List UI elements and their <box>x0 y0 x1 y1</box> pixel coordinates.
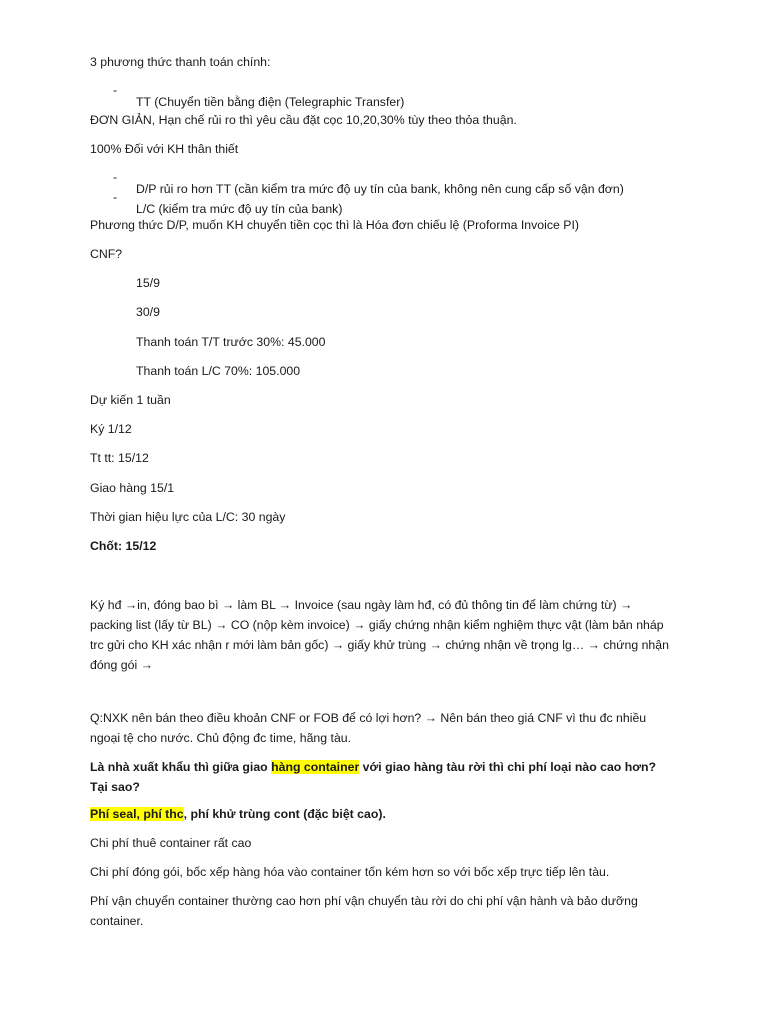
text-line: Phí vận chuyển container thường cao hơn phí vận chuyển tàu rời do chi phí vận hành và bảo dưỡng container. <box>90 894 638 928</box>
arrow-icon: → <box>429 638 442 652</box>
text-line: 100% Đối với KH thân thiết <box>90 142 239 156</box>
highlight: Phí seal, phí thc <box>90 807 184 821</box>
question-paragraph: Q:NXK nên bán theo điều khoản CNF or FOB để có lợi hơn? → Nên bán theo giá CNF vì thu đc nhiều ngoại tệ cho nước. Chủ động đc time, hãng tàu. <box>90 711 647 745</box>
bullet-item: L/C (kiểm tra mức độ uy tín của bank) <box>136 202 343 217</box>
text-line: Chi phí thuê container rất cao <box>90 836 252 850</box>
arrow-icon: → <box>215 618 228 632</box>
text-line: Dự kiến 1 tuần <box>90 393 171 407</box>
bold-question: Là nhà xuất khẩu thì giữa giao hàng container với giao hàng tàu rời thì chi phí loại nào cao hơn? Tại sao? <box>90 760 657 794</box>
arrow-icon: → <box>331 638 345 652</box>
bullet-marker: - <box>113 83 118 97</box>
indented-line: Thanh toán T/T trước 30%: 45.000 <box>136 335 326 349</box>
arrow-icon: → <box>587 638 600 652</box>
indented-line: 30/9 <box>136 305 160 319</box>
text-line: CNF? <box>90 247 123 261</box>
process-paragraph: Ký hđ →in, đóng bao bì → làm BL → Invoice (sau ngày làm hđ, có đủ thông tin để làm chứng từ) → packing list (lấy từ BL) → CO (nộp kèm invoice) → giấy chứng nhận kiểm nghiệm thực vật (làm bản nháp trc gửi cho KH xác nhận r mới làm bản gốc) → giấy khử trùng → chứng nhận về trọng lg… → chứng nhận đóng gói → <box>90 598 669 672</box>
highlight: hàng container <box>271 760 360 774</box>
text-line: 3 phương thức thanh toán chính: <box>90 55 271 69</box>
arrow-icon: → <box>620 598 633 612</box>
text-line: ĐƠN GIẢN, Hạn chế rủi ro thì yêu cầu đặt cọc 10,20,30% tùy theo thỏa thuận. <box>90 113 517 127</box>
bullet-item: TT (Chuyển tiền bằng điện (Telegraphic Transfer) <box>136 95 405 110</box>
bullet-item: D/P rủi ro hơn TT (cần kiểm tra mức độ uy tín của bank, không nên cung cấp số vận đơn) <box>136 182 624 197</box>
indented-line: Thanh toán L/C 70%: 105.000 <box>136 364 301 378</box>
text-line: Ký 1/12 <box>90 422 132 436</box>
bullet-marker: - <box>113 190 118 204</box>
text-line: Giao hàng 15/1 <box>90 481 175 495</box>
text-line: Thời gian hiệu lực của L/C: 30 ngày <box>90 510 286 524</box>
text-line: Tt tt: 15/12 <box>90 451 149 465</box>
indented-line: 15/9 <box>136 276 160 290</box>
text-line: Phương thức D/P, muốn KH chuyển tiền cọc thì là Hóa đơn chiếu lệ (Proforma Invoice PI) <box>90 218 579 232</box>
arrow-icon: → <box>424 711 437 725</box>
bold-answer: Phí seal, phí thc, phí khử trùng cont (đặc biệt cao). <box>90 807 386 821</box>
arrow-icon: → <box>140 658 153 672</box>
arrow-icon: → <box>353 618 366 632</box>
arrow-icon: → <box>221 598 235 612</box>
bold-line: Chốt: 15/12 <box>90 539 157 553</box>
arrow-icon: → <box>278 598 292 612</box>
arrow-icon: → <box>124 598 138 612</box>
text-line: Chi phí đóng gói, bốc xếp hàng hóa vào container tốn kém hơn so với bốc xếp trực tiếp lên tàu. <box>90 865 610 879</box>
bullet-marker: - <box>113 170 118 184</box>
